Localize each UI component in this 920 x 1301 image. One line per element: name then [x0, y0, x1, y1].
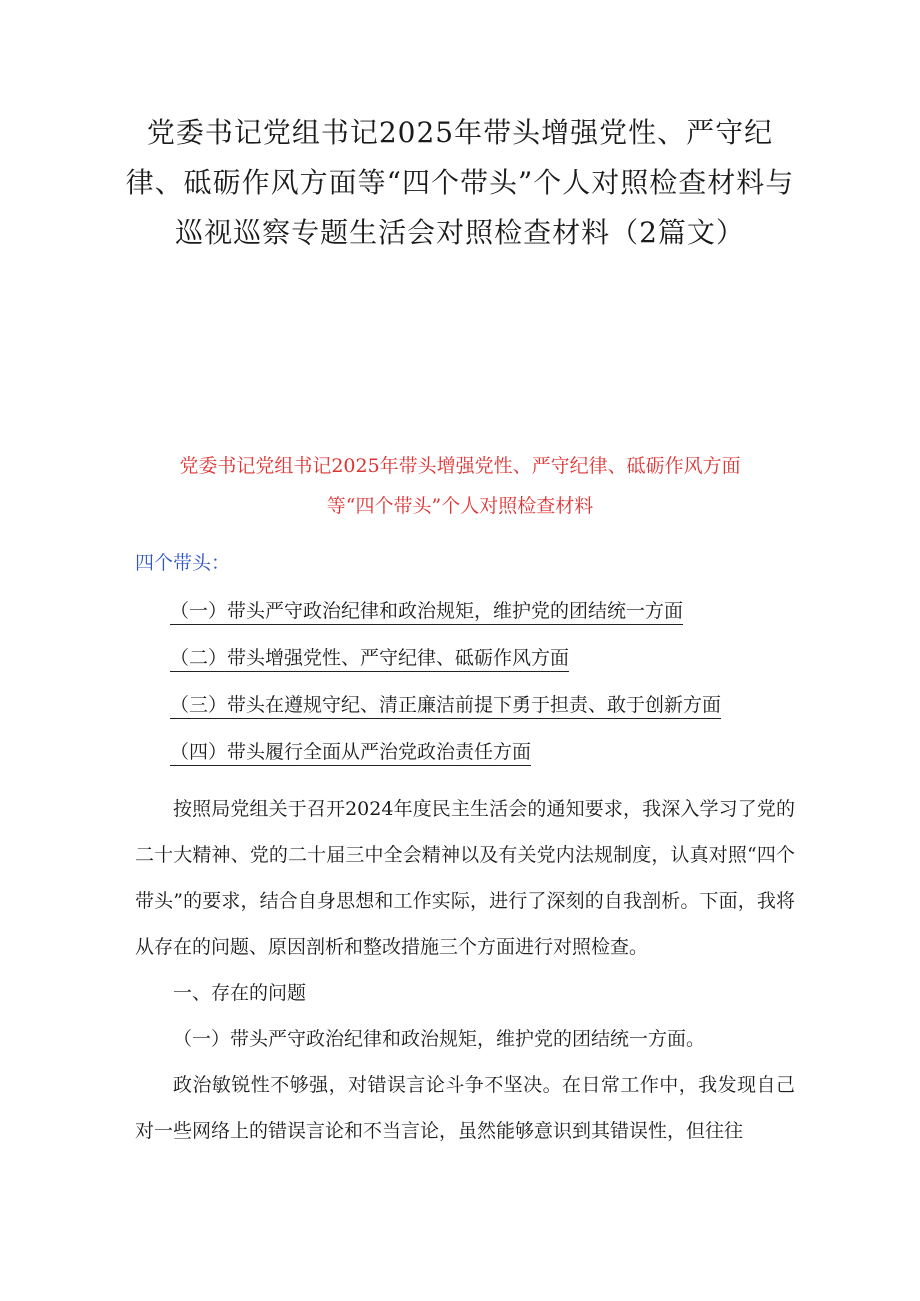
toc-item[interactable] [170, 690, 721, 721]
intro-paragraph: 按照局党组关于召开2024年度民主生活会的通知要求，我深入学习了党的二十大精神、党的二十届三中全会精神以及有关党内法规制度，认真对照“四个带头”的要求，结合自身思想和工作实际，进行了深刻的自我剖析。下面，我将从存在的问题、原因剖析和整改措施三个方面进行对照检查。 [135, 798, 795, 958]
toc-item[interactable] [170, 643, 721, 674]
toc-list [170, 596, 721, 784]
toc-item-text[interactable]: （三）带头在遵规守纪、清正廉洁前提下勇于担责、敢于创新方面 [170, 694, 721, 719]
toc-item[interactable] [170, 737, 721, 768]
subheading-political-discipline: （一）带头严守政治纪律和政治规矩，维护党的团结统一方面。 [173, 1028, 706, 1050]
problem-paragraph: 政治敏锐性不够强，对错误言论斗争不坚决。在日常工作中，我发现自己对一些网络上的错误言论和不当言论，虽然能够意识到其错误性，但往往 [135, 1074, 795, 1142]
toc-item[interactable] [170, 596, 721, 627]
document-main-title: 党委书记党组书记2025年带头增强党性、严守纪律、砥砺作风方面等“四个带头”个人对照检查材料与巡视巡察专题生活会对照检查材料（2篇文） [125, 116, 795, 249]
section-title-line-1: 党委书记党组书记2025年带头增强党性、严守纪律、砥砺作风方面 [179, 455, 741, 477]
body-text [135, 786, 795, 1154]
toc-item-text[interactable]: （二）带头增强党性、严守纪律、砥砺作风方面 [170, 647, 569, 672]
section-title-line-2: 等“四个带头”个人对照检查材料 [326, 495, 594, 517]
toc-item-text[interactable]: （四）带头履行全面从严治党政治责任方面 [170, 741, 531, 766]
four-leads-label: 四个带头： [135, 552, 231, 574]
heading-existing-problems: 一、存在的问题 [173, 982, 307, 1004]
toc-item-text[interactable]: （一）带头严守政治纪律和政治规矩，维护党的团结统一方面 [170, 600, 683, 625]
section-title [100, 446, 820, 526]
